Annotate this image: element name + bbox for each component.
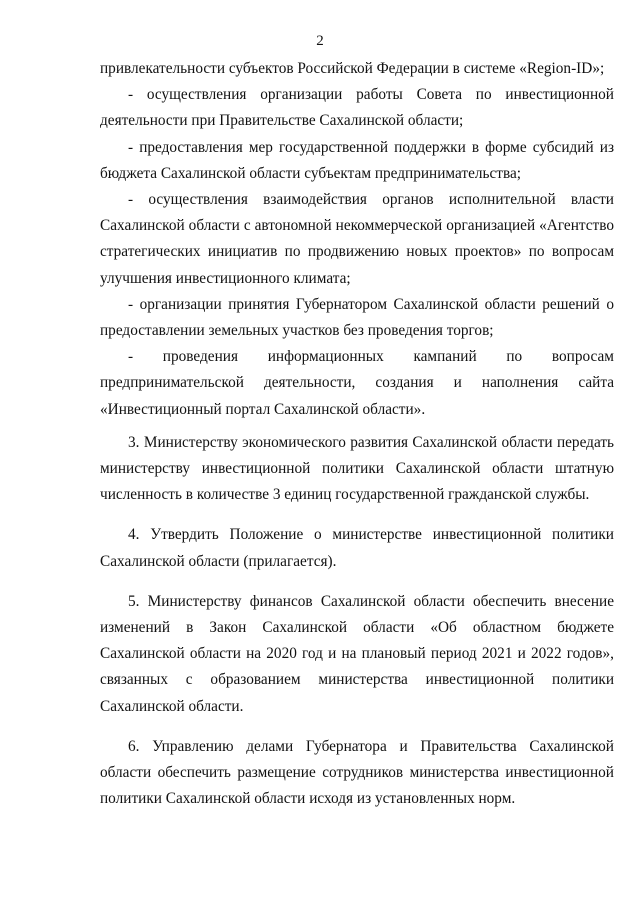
list-item-asi-interaction: - осуществления взаимодействия органов исполнительной власти Сахалинской области с автономной некоммерческой организацией «Агентство стратегических инициатив по продвижению новых проектов» по вопросам улучшения инвестиционного климата; <box>100 191 614 287</box>
list-item-info-campaigns: - проведения информационных кампаний по вопросам предпринимательской деятельности, создания и наполнения сайта «Инвестиционный портал Сахалинской области». <box>100 348 614 418</box>
paragraph-continuation: привлекательности субъектов Российской Федерации в системе «Region-ID»; <box>100 60 605 77</box>
page-number: 2 <box>316 33 324 49</box>
clause-3: 3. Министерству экономического развития Сахалинской области передать министерству инвестиционной политики Сахалинской области штатную численность в количестве 3 единиц государственной гражданской службы. <box>100 433 614 504</box>
list-item-council: - осуществления организации работы Совета по инвестиционной деятельности при Правительстве Сахалинской области; <box>100 86 614 130</box>
clause-6: 6. Управлению делами Губернатора и Правительства Сахалинской области обеспечить размещение сотрудников министерства инвестиционной политики Сахалинской области исходя из установленных норм. <box>100 737 614 808</box>
clause-5: 5. Министерству финансов Сахалинской области обеспечить внесение изменений в Закон Сахалинской области «Об областном бюджете Сахалинской области на 2020 год и на плановый период 2021 и 2022 годов», связанных с образованием министерства инвестиционной политики Сахалинской области. <box>100 592 614 715</box>
clause-4: 4. Утвердить Положение о министерстве инвестиционной политики Сахалинской области (прилагается). <box>100 526 614 570</box>
document-body <box>100 56 614 812</box>
list-item-subsidies: - предоставления мер государственной поддержки в форме субсидий из бюджета Сахалинской области субъектам предпринимательства; <box>100 138 614 182</box>
list-item-land-plots: - организации принятия Губернатором Сахалинской области решений о предоставлении земельных участков без проведения торгов; <box>100 295 614 340</box>
